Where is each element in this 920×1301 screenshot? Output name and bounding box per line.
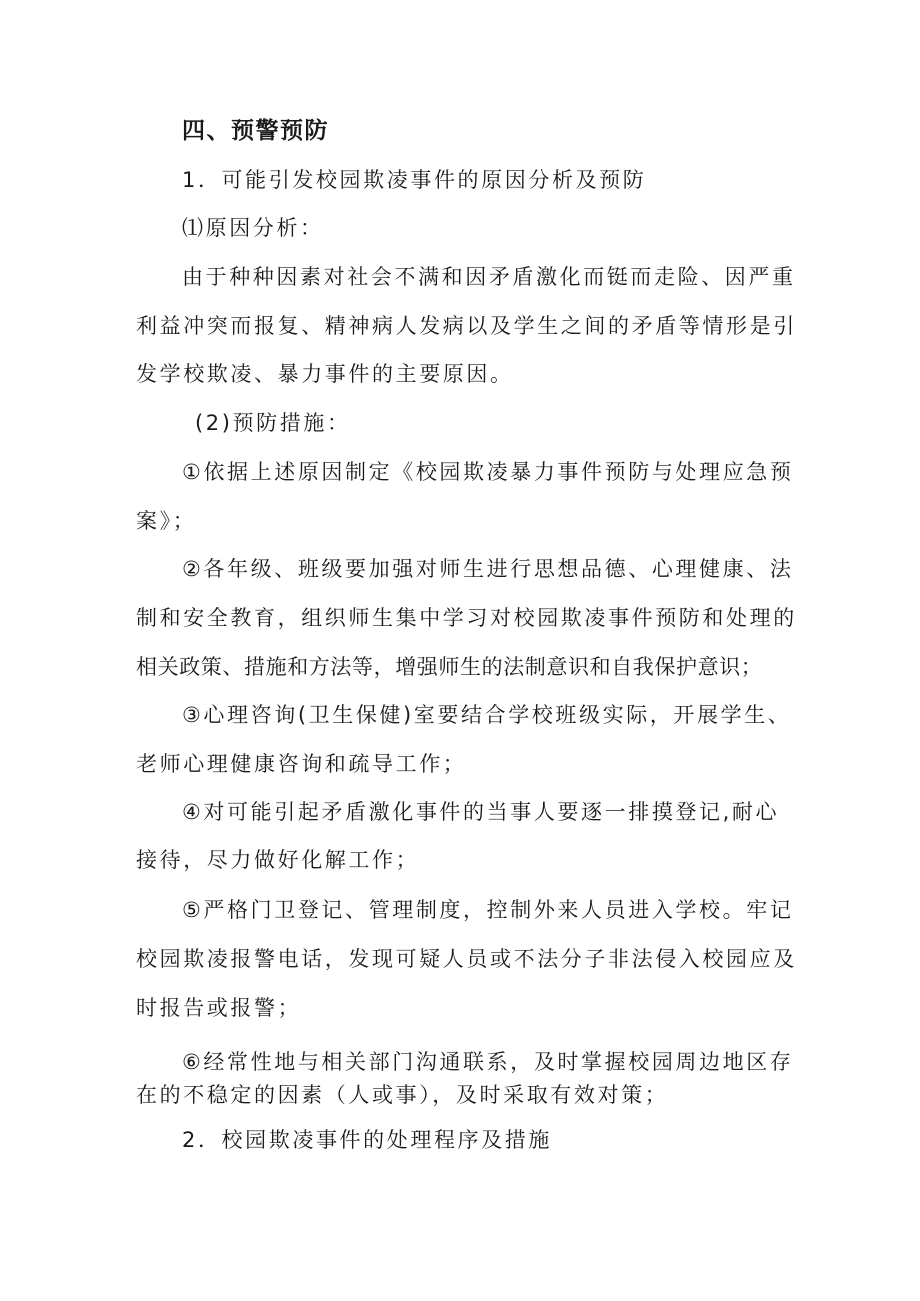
paragraph-line: 在的不稳定的因素（人或事），及时采取有效对策； [136,1083,669,1107]
paragraph-line: ④对可能引起矛盾激化事件的当事人要逐一排摸登记,耐心 [182,800,780,824]
paragraph-line: 1．可能引发校园欺凌事件的原因分析及预防 [182,168,647,192]
paragraph-line: 发学校欺凌、暴力事件的主要原因。 [136,362,514,386]
paragraph-line: 利益冲突而报复、精神病人发病以及学生之间的矛盾等情形是引 [136,314,797,338]
paragraph-line: 制和安全教育，组织师生集中学习对校园欺凌事件预防和处理的 [136,606,797,630]
paragraph-line: (2)预防措施： [195,411,351,435]
paragraph-line: 老师心理健康咨询和疏导工作； [136,752,467,776]
paragraph-line: 相关政策、措施和方法等，增强师生的法制意识和自我保护意识； [136,655,763,679]
paragraph-line: ⑥经常性地与相关部门沟通联系，及时掌握校园周边地区存 [182,1050,794,1074]
paragraph-line: ③心理咨询(卫生保健)室要结合学校班级实际，开展学生、 [182,703,792,727]
paragraph-line: ①依据上述原因制定《校园欺凌暴力事件预防与处理应急预 [182,460,794,484]
paragraph-line: ②各年级、班级要加强对师生进行思想品德、心理健康、法 [182,557,794,581]
paragraph-line: 2．校园欺凌事件的处理程序及措施 [182,1128,552,1152]
section-heading: 四、预警预防 [182,118,329,144]
paragraph-line: 校园欺凌报警电话，发现可疑人员或不法分子非法侵入校园应及 [136,947,797,971]
paragraph-line: 案》； [136,509,197,533]
paragraph-line: 由于种种因素对社会不满和因矛盾激化而铤而走险、因严重 [182,265,796,289]
paragraph-line: 接待，尽力做好化解工作； [136,848,420,872]
paragraph-line: 时报告或报警； [136,996,302,1020]
paragraph-line: ⑤严格门卫登记、管理制度，控制外来人员进入学校。牢记 [182,898,794,922]
paragraph-line: ⑴原因分析： [182,216,324,240]
